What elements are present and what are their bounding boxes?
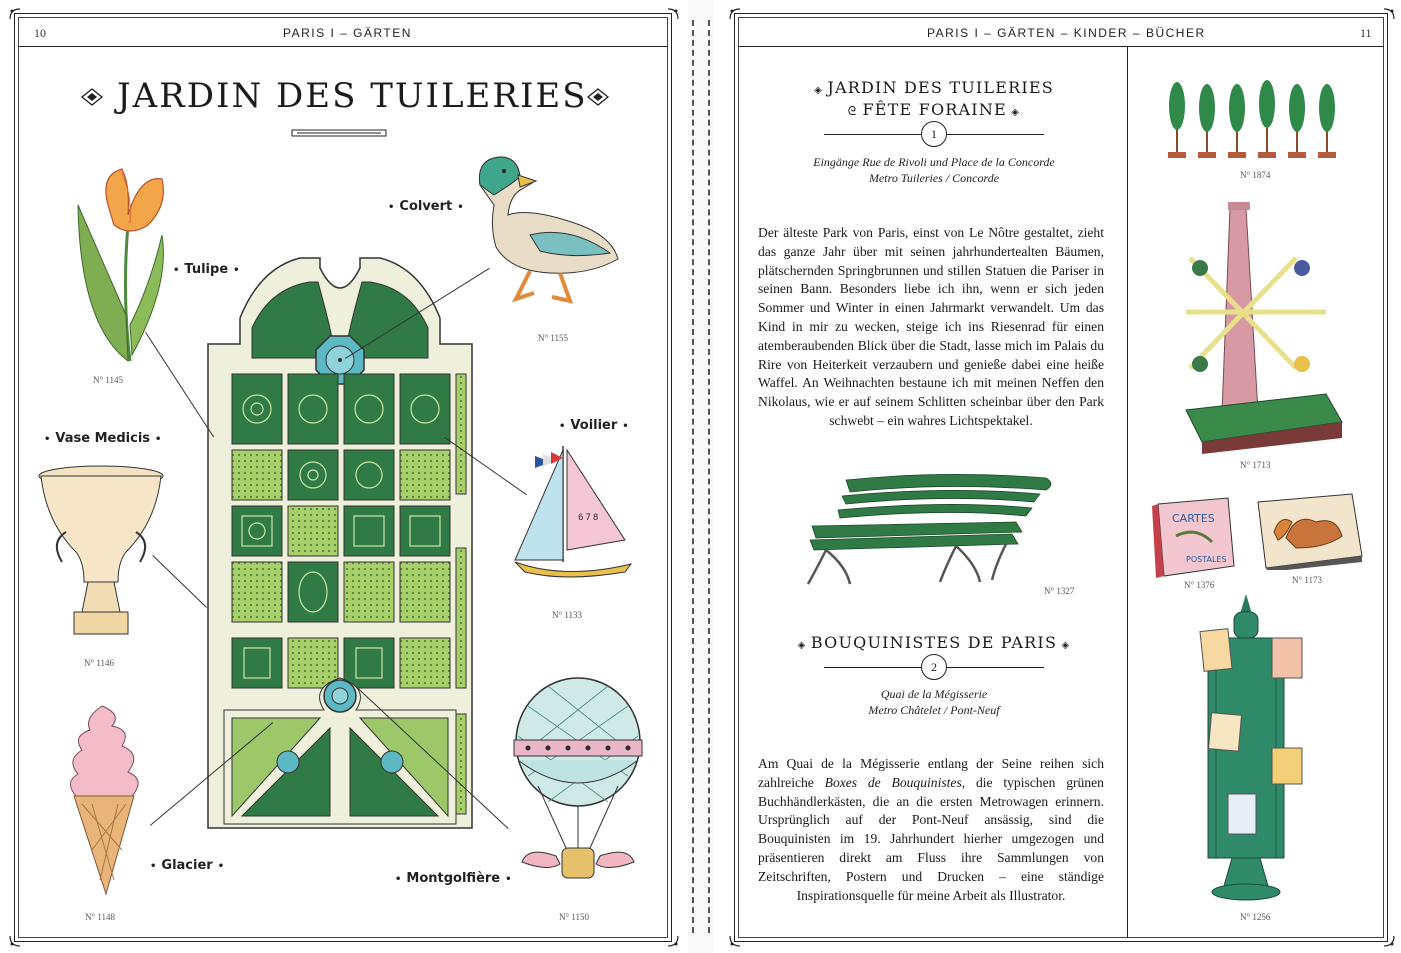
catalog-number: N° 1148 [85, 912, 116, 922]
corner-ornament [8, 7, 22, 21]
diamond-ornament-icon [80, 88, 104, 106]
book-cover-text: CARTES [1172, 512, 1215, 525]
catalog-number: N° 1173 [1292, 575, 1323, 585]
label-glacier: • Glacier • [150, 858, 225, 873]
section-index-badge: 1 [921, 121, 947, 147]
left-page [0, 0, 688, 953]
catalog-number: N° 1874 [1240, 170, 1271, 180]
ferris-wheel-toy-illustration [1176, 198, 1346, 456]
page-number: 11 [1360, 26, 1372, 40]
vase-illustration [36, 462, 166, 642]
diamond-ornament-icon [586, 88, 610, 106]
swirl-ornament-icon: ᘓ [847, 104, 863, 118]
catalog-number: N° 1155 [538, 333, 569, 343]
catalog-number: N° 1146 [84, 658, 115, 668]
page-title: JARDIN DES TUILERIES [117, 76, 588, 116]
header-rule [738, 46, 1384, 47]
section-title: ◈ JARDIN DES TUILERIES [814, 78, 1054, 97]
header-rule [18, 46, 668, 47]
catalog-number: N° 1145 [93, 375, 124, 385]
corner-ornament [1382, 934, 1396, 948]
ice-cream-illustration [62, 700, 146, 896]
catalog-number: N° 1327 [1044, 586, 1075, 596]
catalog-number: N° 1376 [1184, 580, 1215, 590]
toy-trees-illustration [1164, 78, 1344, 164]
section-subtitle: ᘓ FÊTE FORAINE ◈ [847, 100, 1021, 119]
corner-ornament [728, 934, 742, 948]
binding-stitch [708, 20, 710, 933]
section-index-badge: 2 [921, 654, 947, 680]
diamond-ornament-icon: ◈ [797, 640, 811, 651]
section-address: Eingänge Rue de Rivoli und Place de la Concorde Metro Tuileries / Concorde [813, 155, 1055, 185]
tulip-illustration [70, 165, 182, 363]
section-body: Der älteste Park von Paris, einst von Le Nôtre gestaltet, zieht das ganze Jahr über mit seinen jahrhundertealten Bäumen, plätschernden Springbrunnen und stillen Statuen die Pariser in seinen Bann. Besonders liebe ich ihn, wenn er sich jeden Sommer und Winter in einen Jahrmarkt verwandelt. Um das Kind in mir zu wecken, steige ich ins Riesenrad für einen atemberaubenden Blick über die Stadt, lasse mich im Palais du Rire von Heiterkeit verzaubern und genieße dabei eine heiße Waffel. An Weihnachten bestaune ich mit meinen Neffen den Nikolaus, wie er auf seinem Schlitten scheinbar über den Park schwebt – ein wahres Lichtspektakel. [758, 225, 1104, 428]
catalog-number: N° 1256 [1240, 912, 1271, 922]
diamond-ornament-icon: ◈ [1057, 640, 1071, 651]
catalog-number: N° 1133 [552, 610, 583, 620]
running-head: PARIS I – GÄRTEN – KINDER – BÜCHER [927, 26, 1206, 40]
label-voilier: • Voilier • [559, 418, 629, 433]
diamond-ornament-icon: ◈ [1006, 107, 1021, 118]
binding-stitch [692, 20, 694, 933]
page-number: 10 [34, 26, 46, 40]
postcard-book-illustration [1152, 496, 1242, 580]
running-head: PARIS I – GÄRTEN [283, 26, 412, 40]
title-flourish [291, 128, 387, 138]
label-tulipe: • Tulipe • [173, 262, 240, 277]
dog-book-illustration [1256, 492, 1366, 570]
bench-illustration [806, 470, 1056, 590]
boat-sail-number: 678 [578, 513, 601, 523]
corner-ornament [666, 934, 680, 948]
corner-ornament [8, 934, 22, 948]
book-gutter [688, 0, 714, 953]
section-body: Am Quai de la Mégisserie entlang der Seine reihen sich zahlreiche Boxes de Bouquinistes, die typischen grünen Buchhändlerkästen, die an die ersten Metrowagen erinnern. Ursprünglich auf der Pont-Neuf ansässig, sind die Bouquinisten im 19. Jahrhundert hierher umgezogen und präsentieren direkt am Fluss ihre Sammlungen von Zeitschriften, Postern und Drucken – eine ständige Inspirationsquelle für meine Arbeit als Illustrator. [758, 756, 1104, 903]
sailboat-illustration [505, 440, 635, 580]
corner-ornament [1382, 7, 1396, 21]
label-vase-medicis: • Vase Medicis • [44, 431, 162, 446]
hot-air-balloon-illustration [508, 676, 648, 898]
label-montgolfiere: • Montgolfière • [395, 871, 512, 886]
catalog-number: N° 1150 [559, 912, 590, 922]
diamond-ornament-icon: ◈ [814, 85, 828, 96]
catalog-number: N° 1713 [1240, 460, 1271, 470]
column-divider [1127, 46, 1128, 938]
corner-ornament [666, 7, 680, 21]
section-title: ◈ BOUQUINISTES DE PARIS ◈ [797, 633, 1071, 652]
corner-ornament [728, 7, 742, 21]
kiosk-display-illustration [1176, 594, 1316, 904]
section-address: Quai de la Mégisserie Metro Châtelet / Pont-Neuf [868, 687, 1000, 717]
duck-illustration [470, 155, 620, 315]
label-colvert: • Colvert • [388, 199, 464, 214]
garden-plan [200, 248, 480, 838]
book-cover-text: POSTALES [1186, 555, 1227, 564]
right-page [714, 0, 1401, 953]
